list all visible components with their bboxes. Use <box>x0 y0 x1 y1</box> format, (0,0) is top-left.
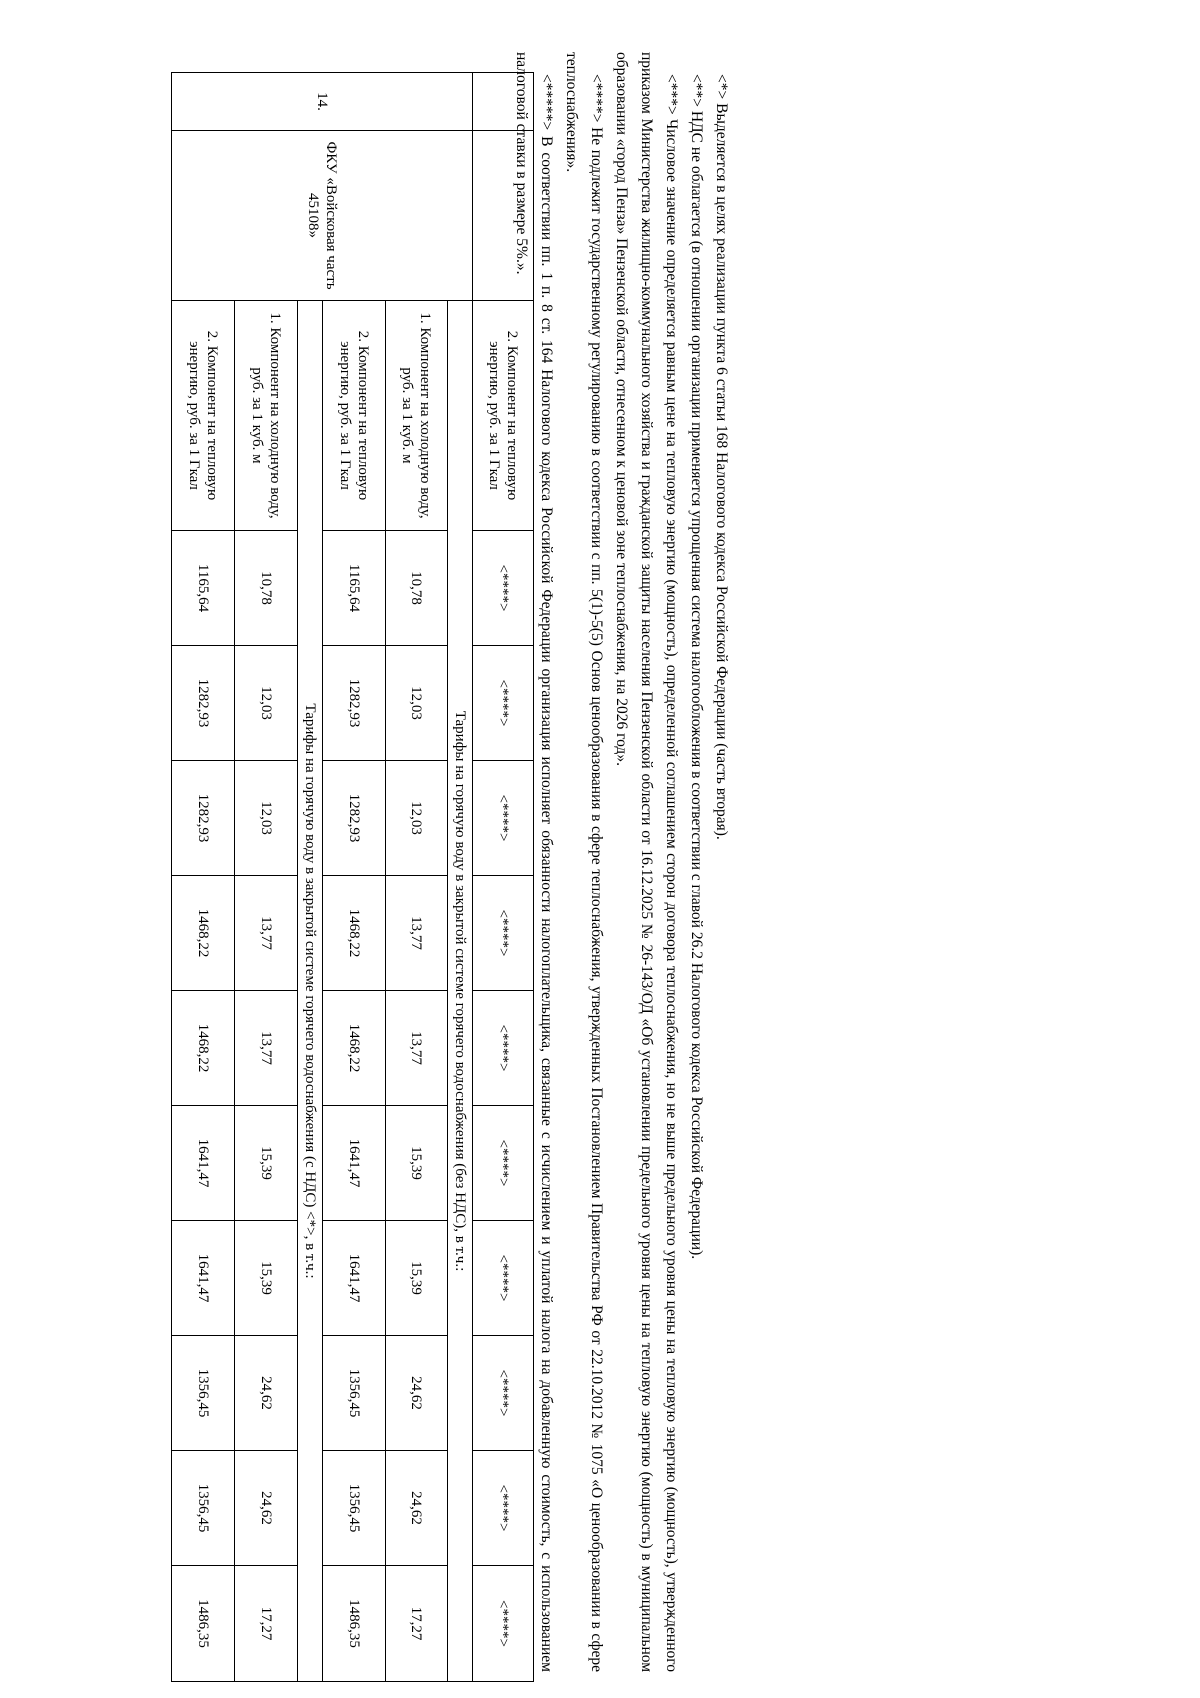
table-cell: 15,39 <box>234 1221 297 1336</box>
table-cell: <****> <box>473 991 534 1106</box>
organization-name: ФКУ «Войсковая часть 45108» <box>172 131 473 301</box>
table-cell: 1641,47 <box>322 1106 385 1221</box>
table-row <box>322 73 385 1682</box>
row-label: 2. Компонент на тепловую энергию, руб. за 1 Гкал <box>473 301 534 531</box>
footnote: <*****> В соответствии пп. 1 п. 8 ст. 164 Налогового кодекса Российской Федерации организация исполняет обязанности налогоплательщика, связанные с исчислением и уплатой налога на добавленную стоимость, с использованием налоговой ставки в размере 5%.». <box>513 52 555 1672</box>
section-title: Тарифы на горячую воду в закрытой системе горячего водоснабжения (с НДС) <*>, в т.ч.: <box>297 301 322 1682</box>
table-cell: 1282,93 <box>322 761 385 876</box>
table-cell: <****> <box>473 1451 534 1566</box>
footnote: <****> Не подлежит государственному регулированию в соответствии с пп. 5(1)-5(5) Основ ценообразования в сфере теплоснабжения, утвержденных Постановлением Правительства РФ от 22.10.2012 № 1075 «О ценообразовании в сфере теплоснабжения». <box>563 52 605 1672</box>
table-cell: 1282,93 <box>172 761 235 876</box>
table-cell: <****> <box>473 646 534 761</box>
table-cell: 12,03 <box>385 646 448 761</box>
section-row <box>297 73 322 1682</box>
footnote: <***> Числовое значение определяется равным цене на тепловую энергию (мощность), определенной соглашением сторон договора теплоснабжения, но не выше предельного уровня цены на тепловую энергию (мощность), утвержденного приказом Министерства жилищно-коммунального хозяйства и гражданской защиты населения Пензенской области от 16.12.2025 № 26-143/ОД «Об установлении предельного уровня цены на тепловую энергию (мощность) в муниципальном образовании «город Пенза» Пензенской области, отнесенном к ценовой зоне теплоснабжения, на 2026 год». <box>613 52 680 1672</box>
table-cell: <****> <box>473 1566 534 1682</box>
table-cell: 1641,47 <box>172 1221 235 1336</box>
table-cell: 10,78 <box>234 531 297 646</box>
table-cell: 1356,45 <box>172 1451 235 1566</box>
table-cell: 1356,45 <box>322 1336 385 1451</box>
table-cell: 17,27 <box>234 1566 297 1682</box>
table-cell: 1468,22 <box>172 991 235 1106</box>
table-cell: 1165,64 <box>322 531 385 646</box>
section-row <box>448 73 473 1682</box>
row-label: 1. Компонент на холодную воду, руб. за 1 куб. м <box>385 301 448 531</box>
table-cell: 13,77 <box>234 876 297 991</box>
table-cell: 1282,93 <box>322 646 385 761</box>
footnote: <**> НДС не облагается (в отношении организации применяется упрощенная система налогообложения в соответствии с главой 26.2 Налогового кодекса Российской Федерации). <box>688 74 705 1260</box>
table-cell: 1468,22 <box>172 876 235 991</box>
table-cell: 15,39 <box>385 1106 448 1221</box>
table-cell: 1282,93 <box>172 646 235 761</box>
table-cell: 24,62 <box>385 1336 448 1451</box>
table-cell: 1356,45 <box>322 1451 385 1566</box>
table-cell: 1641,47 <box>322 1221 385 1336</box>
table-cell: 1165,64 <box>172 531 235 646</box>
table-cell: <****> <box>473 761 534 876</box>
table-cell: 15,39 <box>385 1221 448 1336</box>
table-cell: 24,62 <box>385 1451 448 1566</box>
table-cell: 1486,35 <box>322 1566 385 1682</box>
table-cell: 1468,22 <box>322 876 385 991</box>
row-label: 1. Компонент на холодную воду, руб. за 1 куб. м <box>234 301 297 531</box>
row-label: 2. Компонент на тепловую энергию, руб. за 1 Гкал <box>322 301 385 531</box>
table-cell: 15,39 <box>234 1106 297 1221</box>
table-cell: 1486,35 <box>172 1566 235 1682</box>
row-label: 2. Компонент на тепловую энергию, руб. за 1 Гкал <box>172 301 235 531</box>
section-title: Тарифы на горячую воду в закрытой системе горячего водоснабжения (без НДС), в т.ч.: <box>448 301 473 1682</box>
row-number: 14. <box>172 73 473 131</box>
table-cell: 24,62 <box>234 1336 297 1451</box>
table-cell: <****> <box>473 1221 534 1336</box>
table-cell: 17,27 <box>385 1566 448 1682</box>
table-cell: 12,03 <box>234 761 297 876</box>
table-cell: 1641,47 <box>172 1106 235 1221</box>
table-row <box>172 73 235 1682</box>
footnote: <*> Выделяется в целях реализации пункта 6 статьи 168 Налогового кодекса Российской Федерации (часть вторая). <box>713 74 730 840</box>
table-cell: 1356,45 <box>172 1336 235 1451</box>
table-cell: 13,77 <box>385 876 448 991</box>
footnotes <box>509 52 734 1672</box>
table-cell: 10,78 <box>385 531 448 646</box>
table-row <box>385 73 448 1682</box>
table-cell: <****> <box>473 1106 534 1221</box>
table-cell: 24,62 <box>234 1451 297 1566</box>
table-cell: <****> <box>473 1336 534 1451</box>
table-cell: <****> <box>473 531 534 646</box>
table-cell: 12,03 <box>385 761 448 876</box>
table-cell: 1468,22 <box>322 991 385 1106</box>
table-cell: 13,77 <box>385 991 448 1106</box>
table-cell: 13,77 <box>234 991 297 1106</box>
tariff-table <box>171 72 534 1682</box>
table-cell: 12,03 <box>234 646 297 761</box>
table-cell: <****> <box>473 876 534 991</box>
table-row <box>234 73 297 1682</box>
